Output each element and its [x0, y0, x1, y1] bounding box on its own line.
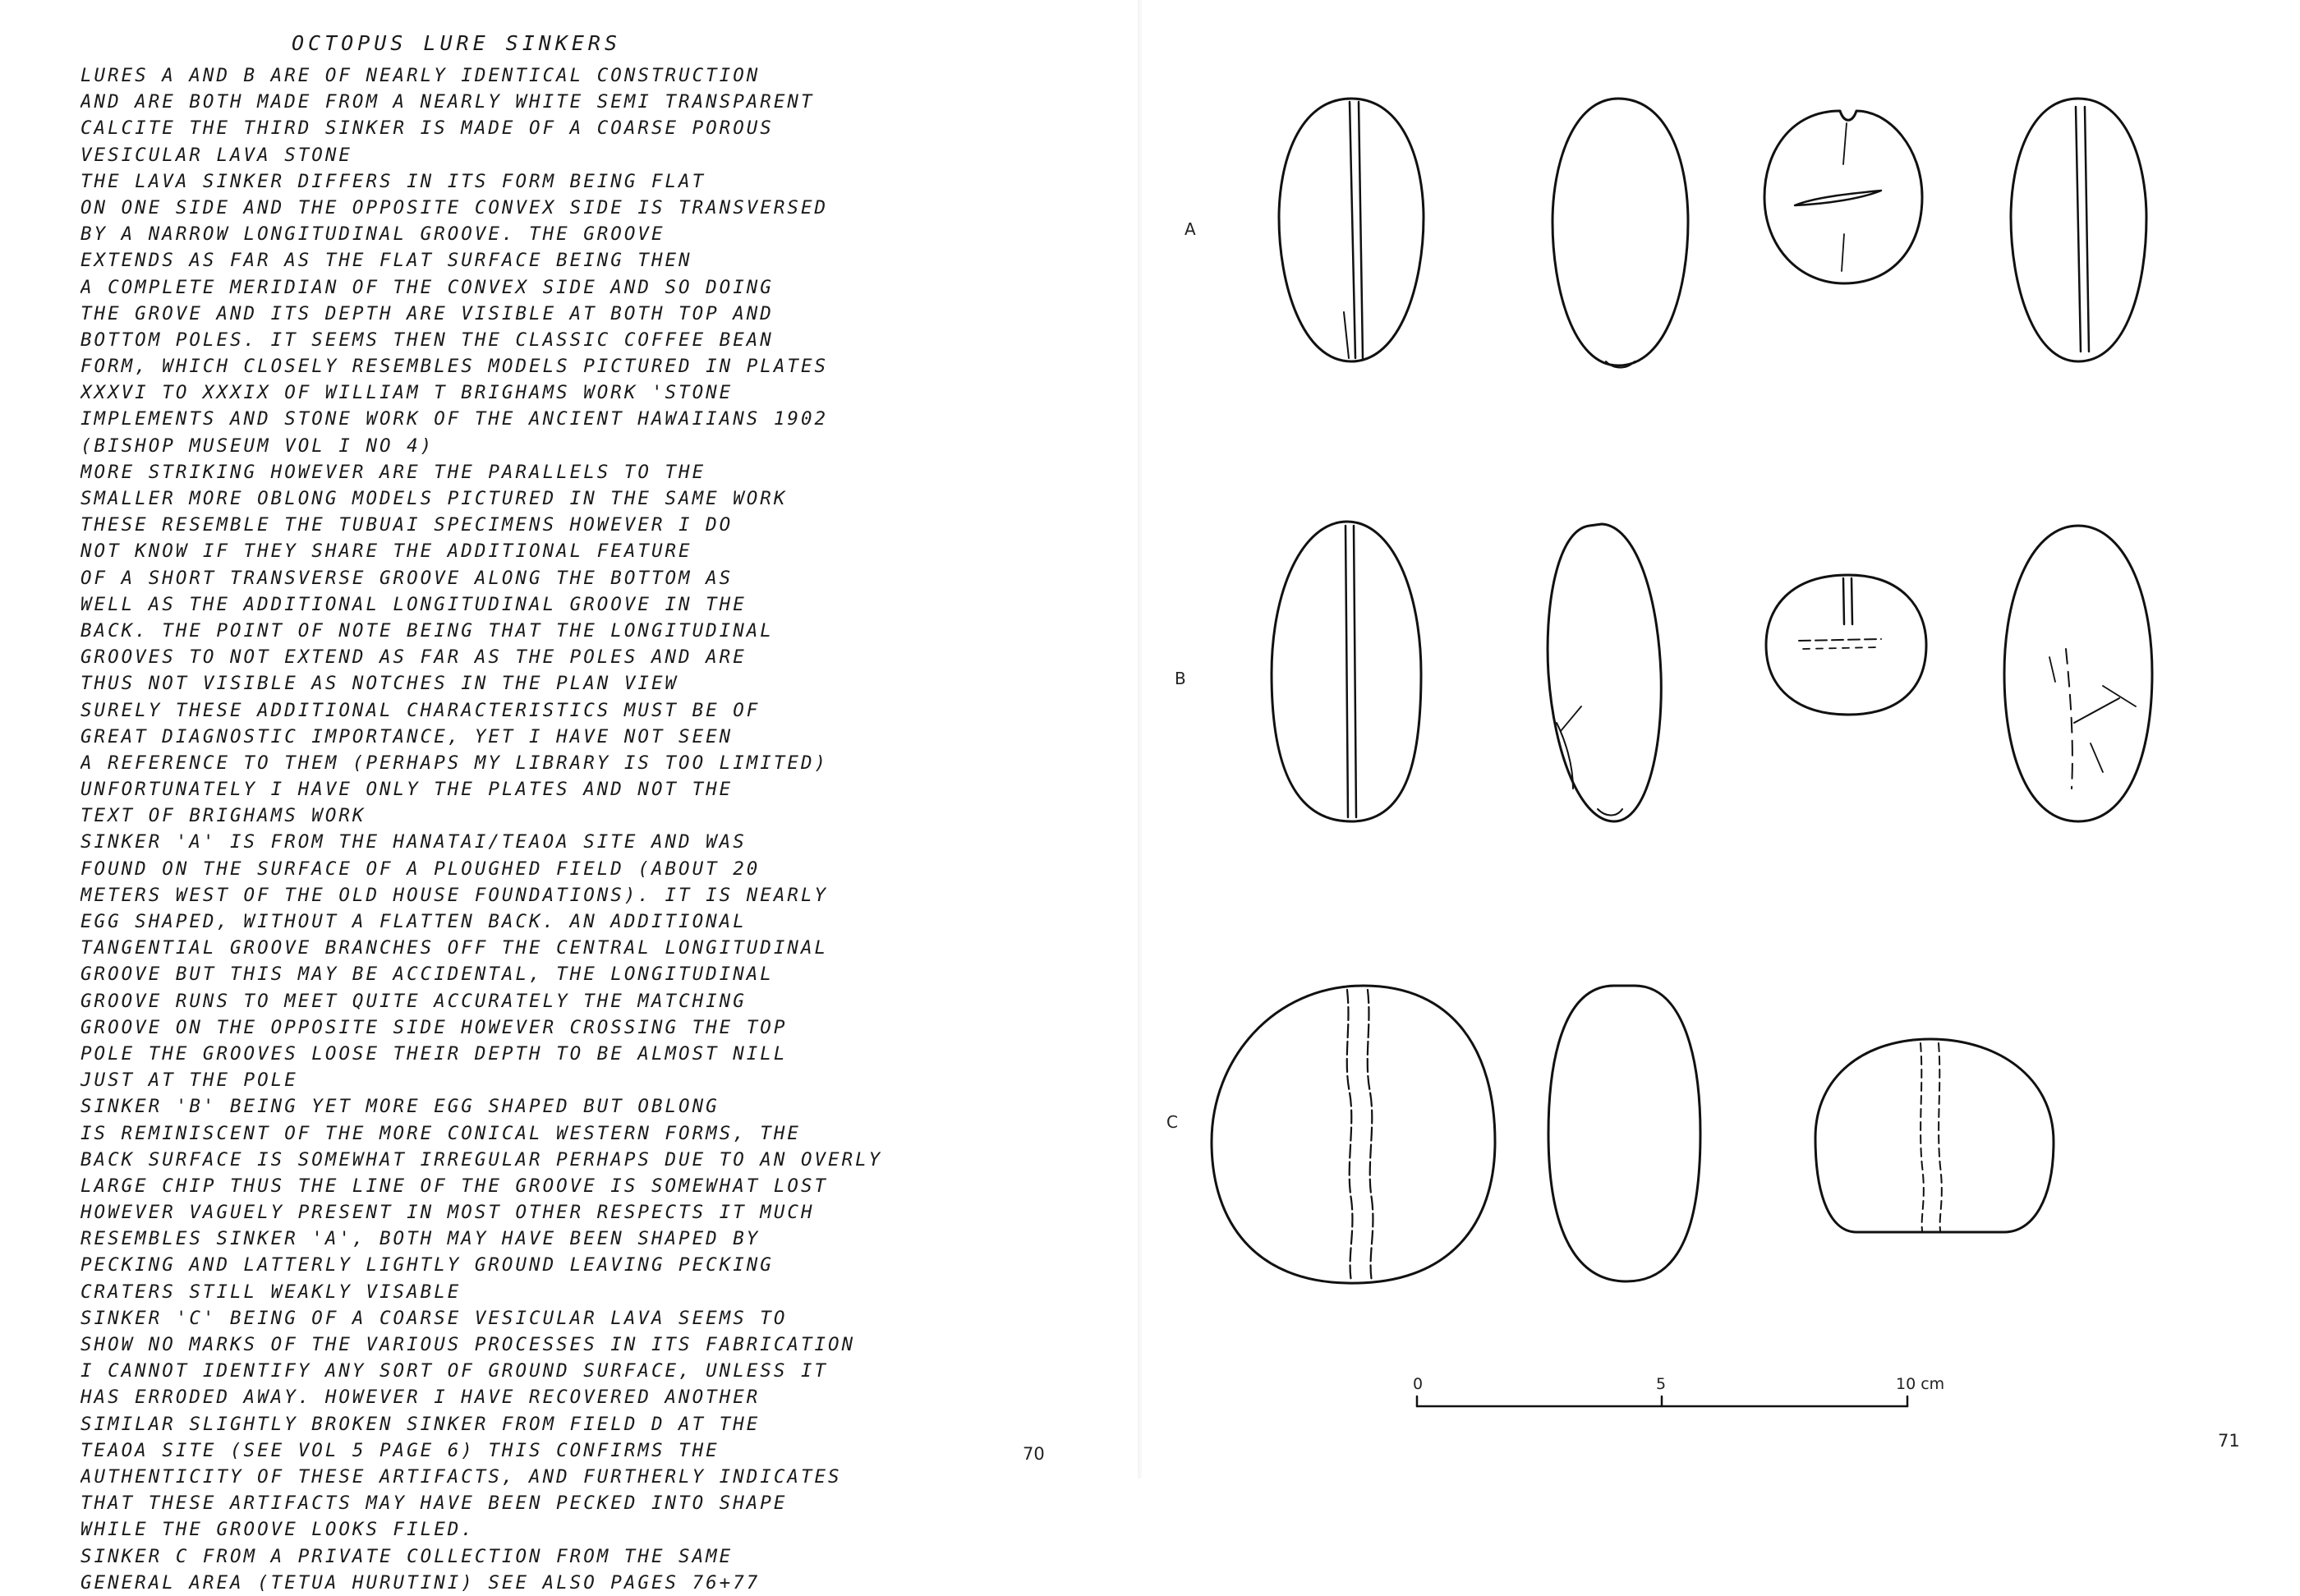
text-line: CRATERS STILL WEAKLY VISABLE [80, 1281, 462, 1303]
text-line: SINKER 'B' BEING YET MORE EGG SHAPED BUT OBLONG [80, 1096, 720, 1118]
text-line: TANGENTIAL GROOVE BRANCHES OFF THE CENTRAL LONGITUDINAL [80, 937, 829, 959]
text-line: MORE STRIKING HOWEVER ARE THE PARALLELS TO THE [80, 461, 706, 483]
row-label-b: B [1175, 669, 1186, 688]
scale-bar [1417, 1396, 1907, 1406]
text-line: JUST AT THE POLE [80, 1069, 298, 1092]
text-line: SINKER 'C' BEING OF A COARSE VESICULAR LAVA SEEMS TO [80, 1307, 788, 1329]
text-line: METERS WEST OF THE OLD HOUSE FOUNDATIONS). IT IS NEARLY [80, 884, 829, 906]
text-line: SINKER 'A' IS FROM THE HANATAI/TEAOA SITE AND WAS [80, 831, 747, 853]
sinker-b-front-view [1272, 522, 1421, 821]
text-line: GROOVE BUT THIS MAY BE ACCIDENTAL, THE LONGITUDINAL [80, 964, 774, 986]
text-line: PECKING AND LATTERLY LIGHTLY GROUND LEAVING PECKING [80, 1254, 774, 1276]
sinker-b-back-view [2004, 526, 2152, 821]
text-line: SHOW NO MARKS OF THE VARIOUS PROCESSES IN ITS FABRICATION [80, 1334, 856, 1355]
scale-label-5: 5 [1656, 1375, 1667, 1393]
text-line: LARGE CHIP THUS THE LINE OF THE GROOVE IS SOMEWHAT LOST [80, 1175, 829, 1197]
text-line: GROOVE RUNS TO MEET QUITE ACCURATELY THE MATCHING [80, 990, 747, 1012]
text-line: RESEMBLES SINKER 'A', BOTH MAY HAVE BEEN SHAPED BY [80, 1228, 761, 1250]
text-line: XXXVI TO XXXIX OF WILLIAM T BRIGHAMS WORK 'STONE [80, 382, 734, 404]
sinker-b-end-view [1766, 575, 1926, 715]
text-line: OF A SHORT TRANSVERSE GROOVE ALONG THE BOTTOM AS [80, 567, 734, 589]
text-line: THE GROVE AND ITS DEPTH ARE VISIBLE AT BOTH TOP AND [80, 302, 774, 324]
text-line: EGG SHAPED, WITHOUT A FLATTEN BACK. AN ADDITIONAL [80, 911, 747, 932]
text-line: SIMILAR SLIGHTLY BROKEN SINKER FROM FIELD D AT THE [80, 1413, 761, 1435]
text-line: NOT KNOW IF THEY SHARE THE ADDITIONAL FEATURE [80, 540, 692, 563]
text-line: IS REMINISCENT OF THE MORE CONICAL WESTERN FORMS, THE [80, 1122, 801, 1144]
page-title: OCTOPUS LURE SINKERS [292, 31, 622, 55]
text-line: POLE THE GROOVES LOOSE THEIR DEPTH TO BE ALMOST NILL [80, 1042, 788, 1065]
sinker-a-end-view [1764, 111, 1922, 283]
text-line: UNFORTUNATELY I HAVE ONLY THE PLATES AND NOT THE [80, 779, 734, 801]
text-line: HOWEVER VAGUELY PRESENT IN MOST OTHER RESPECTS IT MUCH [80, 1202, 815, 1224]
page-number: 71 [2218, 1431, 2240, 1451]
text-line: A REFERENCE TO THEM (PERHAPS MY LIBRARY IS TOO LIMITED) [80, 752, 829, 774]
text-line: EXTENDS AS FAR AS THE FLAT SURFACE BEING THEN [80, 250, 692, 272]
text-line: GREAT DIAGNOSTIC IMPORTANCE, YET I HAVE NOT SEEN [80, 725, 734, 747]
text-line: WELL AS THE ADDITIONAL LONGITUDINAL GROOVE IN THE [80, 593, 747, 615]
text-line: I CANNOT IDENTIFY ANY SORT OF GROUND SURFACE, UNLESS IT [80, 1360, 829, 1382]
text-line: TEAOA SITE (SEE VOL 5 PAGE 6) THIS CONFIRMS THE [80, 1439, 720, 1461]
text-line: SMALLER MORE OBLONG MODELS PICTURED IN THE SAME WORK [80, 488, 788, 509]
sinker-c-side-view [1548, 986, 1700, 1281]
text-line: SURELY THESE ADDITIONAL CHARACTERISTICS MUST BE OF [80, 699, 761, 721]
text-line: WHILE THE GROOVE LOOKS FILED. [80, 1519, 475, 1541]
text-line: VESICULAR LAVA STONE [80, 144, 352, 166]
text-line: IMPLEMENTS AND STONE WORK OF THE ANCIENT HAWAIIANS 1902 [80, 408, 829, 430]
scale-label-10cm: 10 cm [1896, 1375, 1945, 1393]
page-number: 70 [1023, 1444, 1045, 1464]
text-line: ON ONE SIDE AND THE OPPOSITE CONVEX SIDE IS TRANSVERSED [80, 196, 829, 218]
text-line: GROOVES TO NOT EXTEND AS FAR AS THE POLES AND ARE [80, 646, 747, 669]
text-line: HAS ERRODED AWAY. HOWEVER I HAVE RECOVERED ANOTHER [80, 1387, 761, 1409]
text-line: GROOVE ON THE OPPOSITE SIDE HOWEVER CROSSING THE TOP [80, 1016, 788, 1038]
text-line: BACK. THE POINT OF NOTE BEING THAT THE LONGITUDINAL [80, 619, 774, 642]
text-line: (BISHOP MUSEUM VOL I NO 4) [80, 435, 435, 457]
text-line: BACK SURFACE IS SOMEWHAT IRREGULAR PERHAPS DUE TO AN OVERLY [80, 1148, 883, 1171]
text-line: AND ARE BOTH MADE FROM A NEARLY WHITE SEMI TRANSPARENT [80, 91, 815, 113]
sinker-a-back-view [2011, 99, 2146, 361]
scale-label-0: 0 [1413, 1375, 1424, 1393]
sinker-a-side-view [1552, 99, 1688, 368]
text-line: BY A NARROW LONGITUDINAL GROOVE. THE GROOVE [80, 223, 665, 246]
text-line: TEXT OF BRIGHAMS WORK [80, 805, 366, 827]
text-line: THUS NOT VISIBLE AS NOTCHES IN THE PLAN VIEW [80, 673, 679, 695]
sinker-c-end-view [1815, 1039, 2054, 1232]
row-label-a: A [1184, 219, 1196, 239]
text-line: FORM, WHICH CLOSELY RESEMBLES MODELS PICTURED IN PLATES [80, 356, 829, 378]
sinker-b-side-view [1548, 524, 1661, 821]
text-line: FOUND ON THE SURFACE OF A PLOUGHED FIELD (ABOUT 20 [80, 858, 761, 880]
text-line: THESE RESEMBLE THE TUBUAI SPECIMENS HOWEVER I DO [80, 514, 734, 536]
sinker-c-front-view [1212, 986, 1495, 1283]
text-line: LURES A AND B ARE OF NEARLY IDENTICAL CONSTRUCTION [80, 65, 761, 86]
row-label-c: C [1166, 1112, 1178, 1132]
text-line: A COMPLETE MERIDIAN OF THE CONVEX SIDE AND SO DOING [80, 276, 774, 298]
text-line: SINKER C FROM A PRIVATE COLLECTION FROM THE SAME [80, 1545, 734, 1567]
text-line: THAT THESE ARTIFACTS MAY HAVE BEEN PECKED INTO SHAPE [80, 1493, 788, 1515]
text-line: THE LAVA SINKER DIFFERS IN ITS FORM BEING FLAT [80, 170, 706, 192]
text-line: BOTTOM POLES. IT SEEMS THEN THE CLASSIC COFFEE BEAN [80, 329, 774, 351]
text-line: AUTHENTICITY OF THESE ARTIFACTS, AND FURTHERLY INDICATES [80, 1465, 842, 1488]
text-line: GENERAL AREA (TETUA HURUTINI) SEE ALSO PAGES 76+77 [80, 1571, 761, 1594]
sinker-a-front-view [1279, 99, 1424, 361]
text-line: CALCITE THE THIRD SINKER IS MADE OF A COARSE POROUS [80, 117, 774, 140]
